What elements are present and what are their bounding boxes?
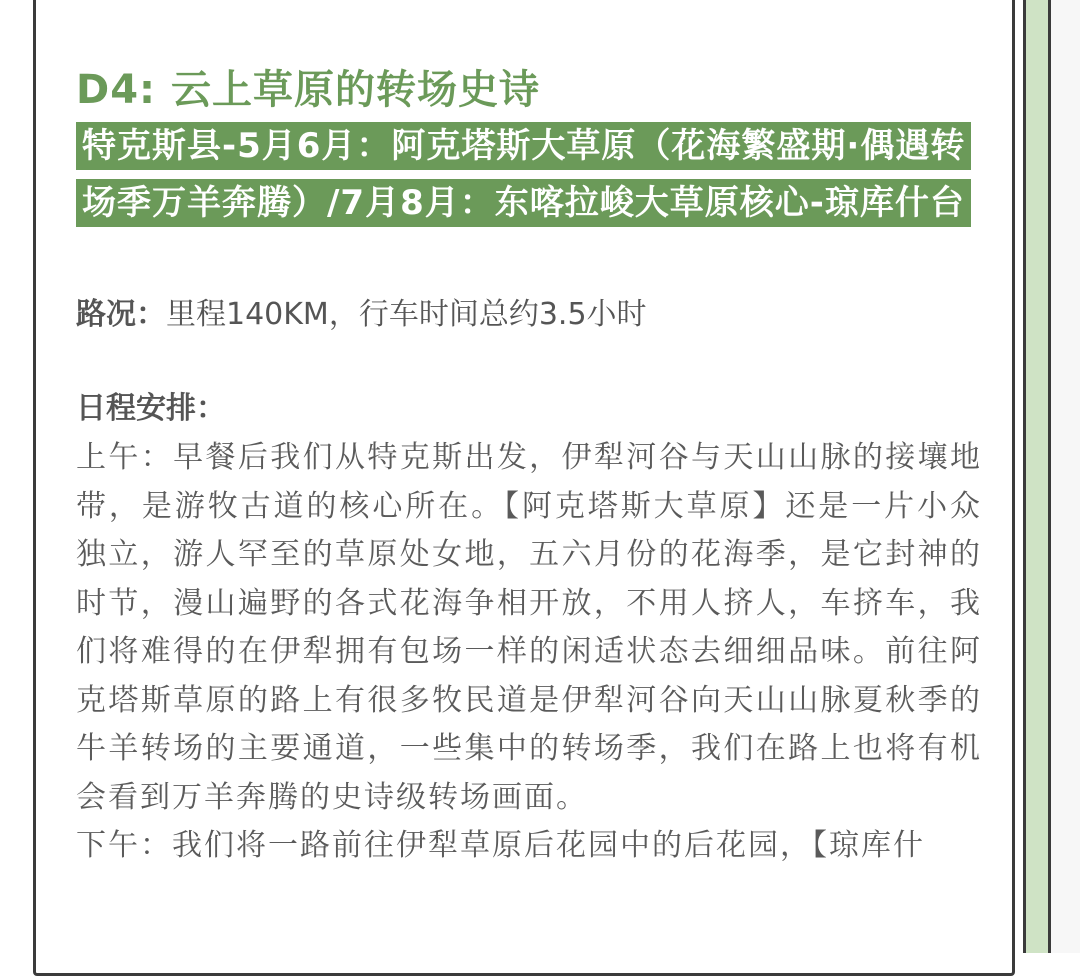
morning-paragraph: 上午：早餐后我们从特克斯出发，伊犁河谷与天山山脉的接壤地带，是游牧古道的核心所在。【阿克塔斯大草原】还是一片小众独立，游人罕至的草原处女地，五六月份的花海季，是它封神的时节，漫山遍野的各式花海争相开放，不用人挤人，车挤车，我们将难得的在伊犁拥有包场一样的闲适状态去细细品味。前往阿克塔斯草原的路上有很多牧民道是伊犁河谷向天山山脉夏秋季的牛羊转场的主要通道，一些集中的转场季，我们在路上也将有机会看到万羊奔腾的史诗级转场画面。 <box>76 440 982 815</box>
itinerary-content <box>76 62 982 871</box>
road-label: 路况： <box>76 297 166 332</box>
afternoon-paragraph: 下午：我们将一路前往伊犁草原后花园中的后花园，【琼库什 <box>76 828 925 863</box>
decorative-side-strip <box>1023 0 1051 953</box>
page-margin <box>1051 0 1080 953</box>
road-text: 里程140KM，行车时间总约3.5小时 <box>166 297 647 332</box>
route-subtitle <box>76 118 982 232</box>
schedule-label: 日程安排： <box>76 391 226 426</box>
day-title: D4: 云上草原的转场史诗 <box>76 67 540 113</box>
road-conditions <box>76 290 982 340</box>
route-subtitle-highlight: 特克斯县-5月6月：阿克塔斯大草原（花海繁盛期·偶遇转场季万羊奔腾）/7月8月：东喀拉峻大草原核心-琼库什台 <box>76 122 971 227</box>
